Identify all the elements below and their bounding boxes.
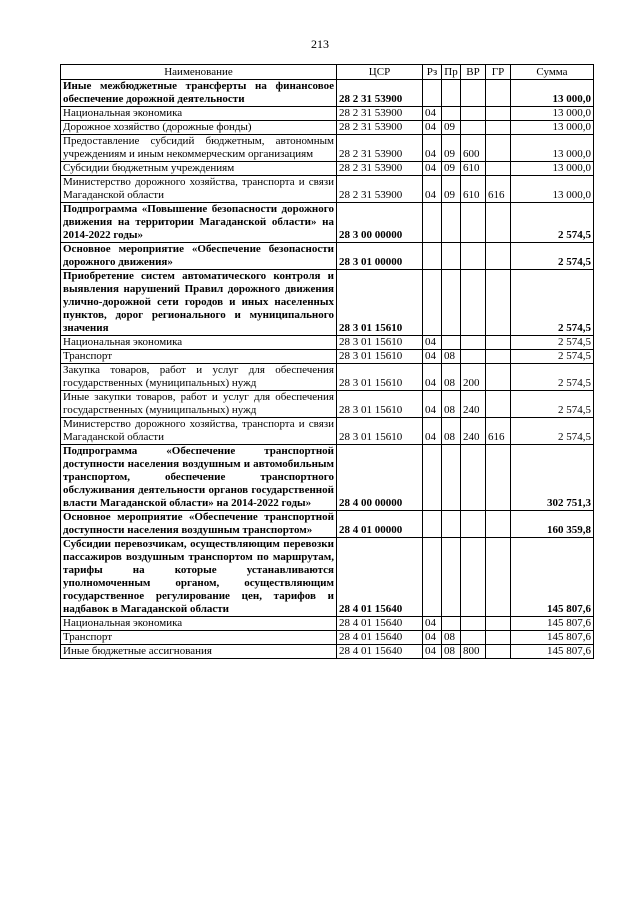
cell-rz: 04 [423, 391, 442, 418]
cell-name: Основное мероприятие «Обеспечение транспортной доступности населения воздушным транспортом» [61, 511, 337, 538]
cell-sum: 13 000,0 [511, 135, 594, 162]
cell-csr: 28 4 01 15640 [337, 538, 423, 617]
table-row [61, 631, 594, 645]
cell-vr: 600 [461, 135, 486, 162]
cell-gr [486, 135, 511, 162]
table-row [61, 107, 594, 121]
cell-pr: 08 [442, 364, 461, 391]
cell-sum: 2 574,5 [511, 243, 594, 270]
cell-rz [423, 270, 442, 336]
cell-name: Предоставление субсидий бюджетным, автономным учреждениям и иным некоммерческим организациям [61, 135, 337, 162]
header-sum: Сумма [511, 65, 594, 80]
table-row [61, 391, 594, 418]
cell-name: Субсидии бюджетным учреждениям [61, 162, 337, 176]
cell-pr [442, 538, 461, 617]
table-row [61, 243, 594, 270]
header-rz: Рз [423, 65, 442, 80]
cell-gr [486, 645, 511, 659]
cell-rz: 04 [423, 364, 442, 391]
cell-vr: 240 [461, 391, 486, 418]
cell-csr: 28 3 01 15610 [337, 336, 423, 350]
cell-rz [423, 243, 442, 270]
cell-gr [486, 121, 511, 135]
cell-gr [486, 270, 511, 336]
cell-sum: 2 574,5 [511, 418, 594, 445]
table-row [61, 364, 594, 391]
cell-pr: 09 [442, 121, 461, 135]
cell-gr [486, 203, 511, 243]
cell-vr [461, 336, 486, 350]
table-row [61, 135, 594, 162]
cell-csr: 28 3 01 15610 [337, 270, 423, 336]
page-number: 213 [311, 37, 329, 51]
cell-name: Иные закупки товаров, работ и услуг для обеспечения государственных (муниципальных) нужд [61, 391, 337, 418]
cell-csr: 28 3 01 15610 [337, 391, 423, 418]
cell-vr: 240 [461, 418, 486, 445]
cell-pr [442, 511, 461, 538]
cell-csr: 28 2 31 53900 [337, 162, 423, 176]
table-row [61, 176, 594, 203]
cell-vr [461, 350, 486, 364]
cell-sum: 2 574,5 [511, 336, 594, 350]
cell-pr: 09 [442, 176, 461, 203]
cell-csr: 28 3 01 00000 [337, 243, 423, 270]
cell-rz: 04 [423, 107, 442, 121]
cell-name: Иные межбюджетные трансферты на финансовое обеспечение дорожной деятельности [61, 80, 337, 107]
cell-name: Министерство дорожного хозяйства, транспорта и связи Магаданской области [61, 418, 337, 445]
cell-rz [423, 511, 442, 538]
cell-sum: 13 000,0 [511, 80, 594, 107]
cell-vr [461, 243, 486, 270]
cell-sum: 2 574,5 [511, 270, 594, 336]
table-row [61, 617, 594, 631]
cell-gr: 616 [486, 176, 511, 203]
cell-rz: 04 [423, 350, 442, 364]
cell-gr [486, 162, 511, 176]
cell-gr [486, 445, 511, 511]
cell-rz: 04 [423, 336, 442, 350]
cell-pr: 08 [442, 631, 461, 645]
cell-pr [442, 617, 461, 631]
cell-csr: 28 4 01 15640 [337, 645, 423, 659]
cell-rz [423, 80, 442, 107]
cell-gr [486, 391, 511, 418]
table-row [61, 121, 594, 135]
cell-pr [442, 445, 461, 511]
cell-pr: 08 [442, 645, 461, 659]
cell-name: Транспорт [61, 350, 337, 364]
cell-rz: 04 [423, 631, 442, 645]
cell-csr: 28 4 01 15640 [337, 617, 423, 631]
table-row [61, 80, 594, 107]
cell-pr [442, 270, 461, 336]
cell-sum: 145 807,6 [511, 631, 594, 645]
cell-vr: 610 [461, 162, 486, 176]
cell-pr: 08 [442, 350, 461, 364]
cell-sum: 13 000,0 [511, 107, 594, 121]
cell-sum: 145 807,6 [511, 645, 594, 659]
table-row [61, 162, 594, 176]
cell-vr [461, 107, 486, 121]
cell-gr [486, 617, 511, 631]
cell-sum: 2 574,5 [511, 350, 594, 364]
cell-gr [486, 631, 511, 645]
cell-rz: 04 [423, 162, 442, 176]
cell-pr: 09 [442, 135, 461, 162]
cell-vr [461, 538, 486, 617]
cell-rz: 04 [423, 135, 442, 162]
table-row [61, 270, 594, 336]
table-row [61, 336, 594, 350]
cell-name: Подпрограмма «Повышение безопасности дорожного движения на территории Магаданской области» на 2014-2022 годы» [61, 203, 337, 243]
cell-pr: 08 [442, 418, 461, 445]
budget-table [60, 64, 594, 659]
cell-vr [461, 270, 486, 336]
cell-csr: 28 4 01 00000 [337, 511, 423, 538]
header-gr: ГР [486, 65, 511, 80]
cell-pr [442, 107, 461, 121]
cell-vr [461, 80, 486, 107]
cell-pr [442, 80, 461, 107]
cell-sum: 145 807,6 [511, 538, 594, 617]
cell-sum: 2 574,5 [511, 391, 594, 418]
table-body [61, 80, 594, 659]
cell-name: Транспорт [61, 631, 337, 645]
cell-rz [423, 445, 442, 511]
cell-gr [486, 511, 511, 538]
header-pr: Пр [442, 65, 461, 80]
cell-csr: 28 2 31 53900 [337, 176, 423, 203]
table-row [61, 418, 594, 445]
table-row [61, 203, 594, 243]
cell-rz: 04 [423, 176, 442, 203]
cell-name: Национальная экономика [61, 617, 337, 631]
cell-csr: 28 2 31 53900 [337, 121, 423, 135]
cell-gr: 616 [486, 418, 511, 445]
cell-csr: 28 3 00 00000 [337, 203, 423, 243]
cell-csr: 28 3 01 15610 [337, 364, 423, 391]
table-header [61, 65, 594, 80]
cell-name: Закупка товаров, работ и услуг для обеспечения государственных (муниципальных) нужд [61, 364, 337, 391]
cell-sum: 302 751,3 [511, 445, 594, 511]
cell-rz: 04 [423, 617, 442, 631]
cell-rz: 04 [423, 121, 442, 135]
cell-gr [486, 350, 511, 364]
cell-rz: 04 [423, 418, 442, 445]
header-name: Наименование [61, 65, 337, 80]
cell-gr [486, 538, 511, 617]
table-row [61, 645, 594, 659]
cell-vr [461, 511, 486, 538]
cell-gr [486, 243, 511, 270]
cell-vr [461, 617, 486, 631]
cell-name: Подпрограмма «Обеспечение транспортной доступности населения воздушным и автомобильным транспортом, обеспечение транспортного обслуживания деятельности органов государственной власти Магаданской области» на 2014-2022 годы» [61, 445, 337, 511]
cell-vr: 200 [461, 364, 486, 391]
table-row [61, 350, 594, 364]
cell-vr [461, 445, 486, 511]
cell-sum: 145 807,6 [511, 617, 594, 631]
cell-csr: 28 4 00 00000 [337, 445, 423, 511]
table-row [61, 445, 594, 511]
table-row [61, 538, 594, 617]
cell-vr [461, 631, 486, 645]
cell-name: Национальная экономика [61, 336, 337, 350]
cell-name: Основное мероприятие «Обеспечение безопасности дорожного движения» [61, 243, 337, 270]
cell-pr [442, 203, 461, 243]
cell-name: Национальная экономика [61, 107, 337, 121]
cell-csr: 28 4 01 15640 [337, 631, 423, 645]
cell-csr: 28 3 01 15610 [337, 418, 423, 445]
cell-csr: 28 3 01 15610 [337, 350, 423, 364]
cell-vr: 610 [461, 176, 486, 203]
cell-sum: 160 359,8 [511, 511, 594, 538]
cell-pr [442, 243, 461, 270]
cell-pr [442, 336, 461, 350]
cell-gr [486, 364, 511, 391]
cell-vr [461, 121, 486, 135]
cell-name: Иные бюджетные ассигнования [61, 645, 337, 659]
cell-pr: 08 [442, 391, 461, 418]
cell-rz [423, 538, 442, 617]
table-row [61, 511, 594, 538]
cell-csr: 28 2 31 53900 [337, 135, 423, 162]
cell-csr: 28 2 31 53900 [337, 107, 423, 121]
cell-name: Министерство дорожного хозяйства, транспорта и связи Магаданской области [61, 176, 337, 203]
cell-pr: 09 [442, 162, 461, 176]
header-csr: ЦСР [337, 65, 423, 80]
cell-sum: 2 574,5 [511, 203, 594, 243]
cell-name: Субсидии перевозчикам, осуществляющим перевозки пассажиров воздушным транспортом по маршрутам, тарифы на которые устанавливаются уполномоченным органом, осуществляющим государственное регулирование цен, тарифов и надбавок в Магаданской области [61, 538, 337, 617]
cell-gr [486, 80, 511, 107]
cell-sum: 13 000,0 [511, 176, 594, 203]
cell-sum: 13 000,0 [511, 162, 594, 176]
cell-sum: 2 574,5 [511, 364, 594, 391]
cell-csr: 28 2 31 53900 [337, 80, 423, 107]
cell-rz [423, 203, 442, 243]
cell-gr [486, 107, 511, 121]
cell-sum: 13 000,0 [511, 121, 594, 135]
cell-vr: 800 [461, 645, 486, 659]
cell-name: Дорожное хозяйство (дорожные фонды) [61, 121, 337, 135]
cell-gr [486, 336, 511, 350]
header-vr: ВР [461, 65, 486, 80]
cell-rz: 04 [423, 645, 442, 659]
cell-name: Приобретение систем автоматического контроля и выявления нарушений Правил дорожного движения улично-дорожной сети городов и иных населенных пунктов, дорог регионального и муниципального значения [61, 270, 337, 336]
cell-vr [461, 203, 486, 243]
